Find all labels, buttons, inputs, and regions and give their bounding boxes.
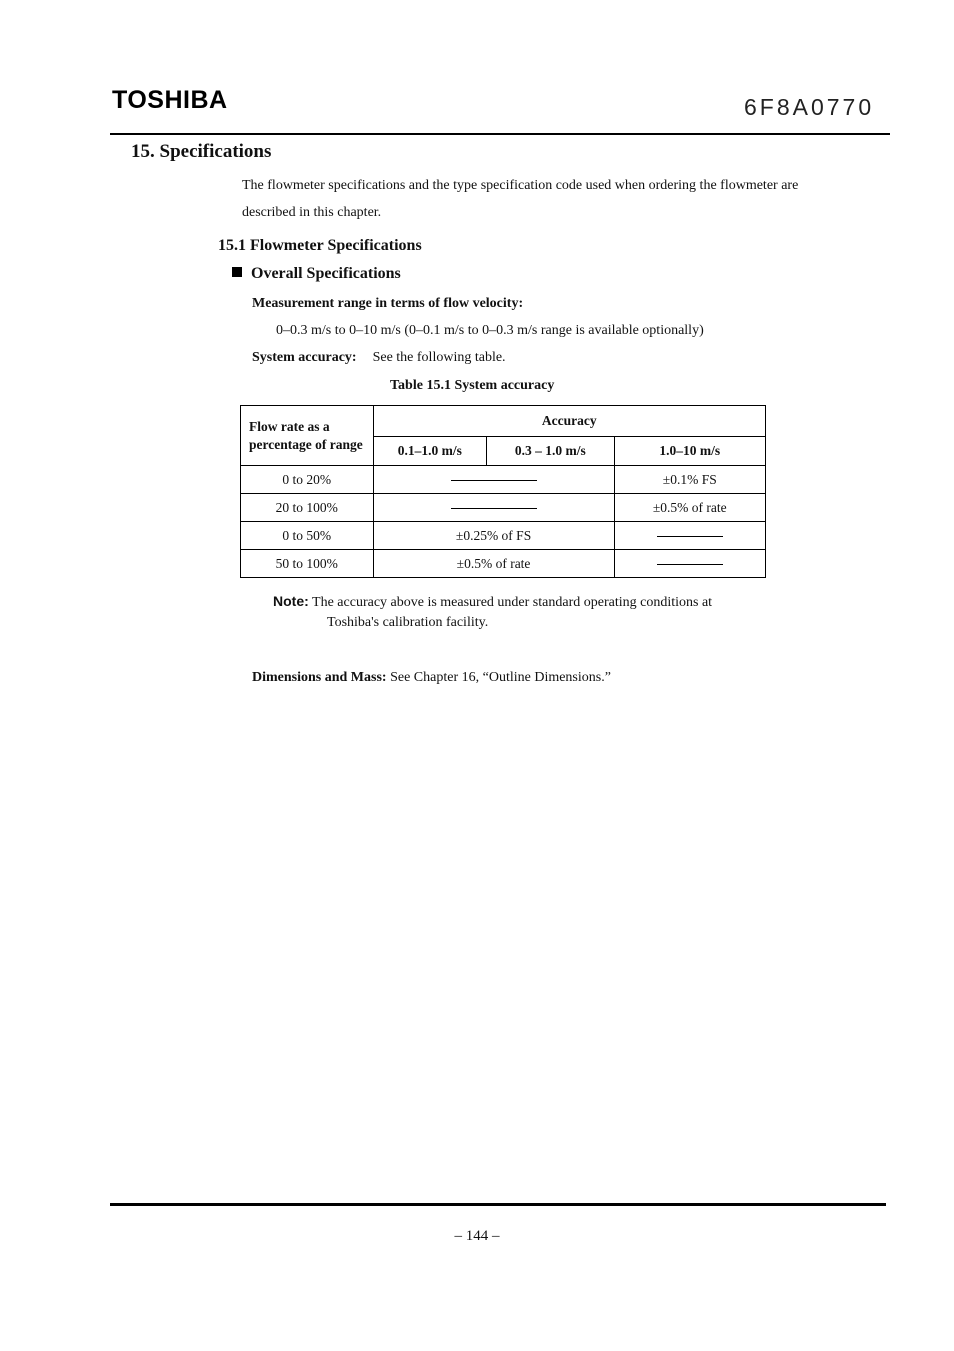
note-line-1: The accuracy above is measured under standard operating conditions at xyxy=(312,595,713,610)
accuracy-cell: ±0.5% of rate xyxy=(373,550,614,578)
not-applicable-cell xyxy=(614,550,765,578)
accuracy-cell: ±0.5% of rate xyxy=(614,494,765,522)
overall-specifications-label: Overall Specifications xyxy=(251,265,401,282)
velocity-header-high: 1.0–10 m/s xyxy=(614,437,765,466)
toshiba-logo: TOSHIBA xyxy=(112,86,228,114)
square-bullet-icon xyxy=(232,267,242,277)
accuracy-cell: ±0.1% FS xyxy=(614,466,765,494)
overall-specifications-heading xyxy=(232,265,401,283)
velocity-header-mid: 0.3 – 1.0 m/s xyxy=(487,437,614,466)
note-line-2: Toshiba's calibration facility. xyxy=(327,615,489,630)
table-row xyxy=(241,494,766,522)
table-note xyxy=(273,588,712,616)
section-title: 15. Specifications xyxy=(131,141,272,162)
range-cell: 50 to 100% xyxy=(241,550,374,578)
dimensions-value: See Chapter 16, “Outline Dimensions.” xyxy=(390,670,611,685)
range-cell: 20 to 100% xyxy=(241,494,374,522)
dash-mark xyxy=(451,480,537,481)
not-applicable-cell xyxy=(373,466,614,494)
page-number: – 144 – xyxy=(454,1228,500,1244)
dash-mark xyxy=(451,508,537,509)
accuracy-header: Accuracy xyxy=(373,406,765,437)
system-accuracy-line xyxy=(252,350,506,366)
header-divider xyxy=(110,133,890,135)
measurement-range-value: 0–0.3 m/s to 0–10 m/s (0–0.1 m/s to 0–0.3 m/s range is available optionally) xyxy=(276,323,704,338)
footer-divider xyxy=(110,1203,886,1206)
table-row xyxy=(241,466,766,494)
table-row xyxy=(241,522,766,550)
table-row xyxy=(241,550,766,578)
dash-mark xyxy=(657,564,723,565)
range-cell: 0 to 50% xyxy=(241,522,374,550)
not-applicable-cell xyxy=(373,494,614,522)
velocity-header-low: 0.1–1.0 m/s xyxy=(373,437,487,466)
note-label: Note: xyxy=(273,593,309,609)
dimensions-line xyxy=(252,670,611,686)
not-applicable-cell xyxy=(614,522,765,550)
subsection-title: 15.1 Flowmeter Specifications xyxy=(218,237,422,254)
range-cell: 0 to 20% xyxy=(241,466,374,494)
system-accuracy-label: System accuracy: xyxy=(252,350,357,365)
measurement-range-label: Measurement range in terms of flow velocity: xyxy=(252,296,524,311)
system-accuracy-table xyxy=(240,405,766,578)
dash-mark xyxy=(657,536,723,537)
section-intro: The flowmeter specifications and the type specification code used when ordering the flowmeter are described in this chapter. xyxy=(242,178,799,220)
accuracy-cell: ±0.25% of FS xyxy=(373,522,614,550)
dimensions-label: Dimensions and Mass: xyxy=(252,670,387,685)
system-accuracy-value: See the following table. xyxy=(372,350,506,365)
flow-rate-header: Flow rate as a percentage of range xyxy=(241,406,374,466)
document-number: 6F8A0770 xyxy=(744,94,875,120)
table-caption: Table 15.1 System accuracy xyxy=(390,378,555,393)
